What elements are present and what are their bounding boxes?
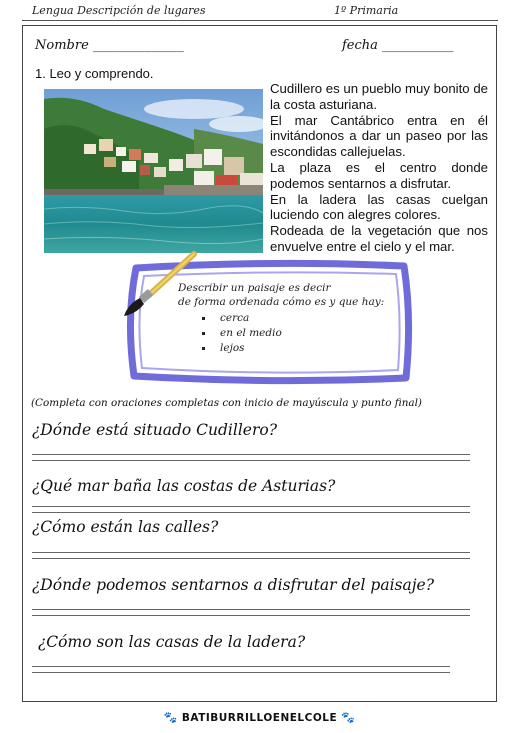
header-subject: Lengua Descripción de lugares — [32, 4, 206, 17]
reading-sentence: El mar Cantábrico entra en él invitándonos a dar un paseo por las escondidas callejuelas. — [270, 112, 488, 160]
answer-line[interactable] — [32, 454, 470, 455]
concept-line: de forma ordenada cómo es y que hay: — [178, 296, 385, 308]
answer-line[interactable] — [32, 672, 450, 673]
concept-item: cerca — [202, 311, 384, 326]
reading-sentence: Cudillero es un pueblo muy bonito de la costa asturiana. — [270, 81, 488, 112]
paw-icon: 🐾 — [341, 711, 356, 724]
question: ¿Cómo son las casas de la ladera? — [38, 633, 306, 651]
reading-text — [270, 81, 488, 255]
answer-line[interactable] — [32, 552, 470, 553]
cudillero-photo — [44, 89, 263, 253]
header-rule — [22, 20, 498, 21]
instruction-text: (Completa con oraciones completas con inicio de mayúscula y punto final) — [31, 397, 422, 409]
question: ¿Cómo están las calles? — [32, 518, 219, 536]
answer-line[interactable] — [32, 512, 470, 513]
concept-item: en el medio — [202, 326, 384, 341]
paw-icon: 🐾 — [163, 711, 178, 724]
footer-brand — [0, 711, 519, 724]
answer-line[interactable] — [32, 460, 470, 461]
answer-line[interactable] — [32, 558, 470, 559]
answer-line[interactable] — [32, 506, 470, 507]
answer-line[interactable] — [32, 666, 450, 667]
header-grade: 1º Primaria — [334, 4, 399, 17]
section-title: 1. Leo y comprendo. — [35, 66, 154, 81]
concept-box-text — [178, 281, 384, 356]
question: ¿Dónde podemos sentarnos a disfrutar del paisaje? — [32, 576, 435, 594]
reading-sentence: Rodeada de la vegetación que nos envuelve entre el cielo y el mar. — [270, 223, 488, 254]
answer-line[interactable] — [32, 609, 470, 610]
answer-line[interactable] — [32, 615, 470, 616]
question: ¿Dónde está situado Cudillero? — [32, 421, 278, 439]
concept-item: lejos — [202, 341, 384, 356]
footer-text: BATIBURRILLOENELCOLE — [181, 712, 338, 724]
question: ¿Qué mar baña las costas de Asturias? — [32, 477, 336, 495]
date-field[interactable]: fecha ___________ — [342, 38, 454, 53]
concept-line: Describir un paisaje es decir — [178, 282, 331, 294]
name-field[interactable]: Nombre ______________ — [35, 38, 184, 53]
reading-sentence: La plaza es el centro donde podemos sentarnos a disfrutar. — [270, 159, 488, 191]
concept-list — [202, 311, 384, 356]
reading-sentence: En la ladera las casas cuelgan luciendo con alegres colores. — [270, 191, 488, 223]
